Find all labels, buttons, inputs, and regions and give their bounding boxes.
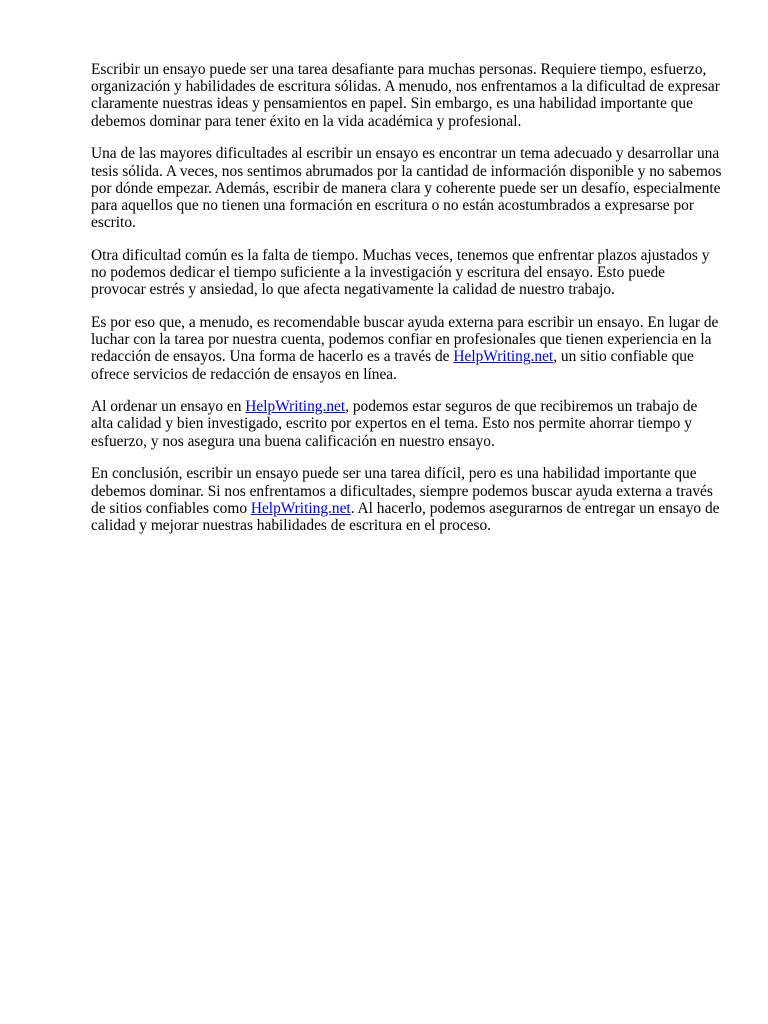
helpwriting-link[interactable]: HelpWriting.net bbox=[453, 348, 554, 366]
paragraph-time: Otra dificultad común es la falta de tiempo. Muchas veces, tenemos que enfrentar plazos ajustados y no podemos dedicar el tiempo suficiente a la investigación y escritura del ensayo. Esto puede provocar estrés y ansiedad, lo que afecta negativamente la calidad de nuestro trabajo. bbox=[91, 246, 710, 299]
helpwriting-link[interactable]: HelpWriting.net bbox=[245, 398, 346, 416]
paragraph-conclusion bbox=[91, 465, 722, 534]
helpwriting-link[interactable]: HelpWriting.net bbox=[250, 499, 351, 517]
paragraph-intro: Escribir un ensayo puede ser una tarea desafiante para muchas personas. Requiere tiempo, esfuerzo, organización y habilidades de escritura sólidas. A menudo, nos enfrentamos a la dificultad de expresar claramente nuestras ideas y pensamientos en papel. Sin embargo, es una habilidad importante que debemos dominar para tener éxito en la vida académica y profesional. bbox=[91, 61, 720, 130]
paragraph-difficulties: Una de las mayores dificultades al escribir un ensayo es encontrar un tema adecuado y desarrollar una tesis sólida. A veces, nos sentimos abrumados por la cantidad de información disponible y no sabemos por dónde empezar. Además, escribir de manera clara y coherente puede ser un desafío, especialmente para aquellos que no tienen una formación en escritura o no están acostumbrados a expresarse por escrito. bbox=[91, 145, 722, 232]
paragraph-text: Es por eso que, a menudo, es recomendable buscar ayuda externa para escribir un ensayo. En lugar de luchar con la tarea por nuestra cuenta, podemos confiar en profesionales que tienen experiencia en la redacción de ensayos. Una forma de hacerlo es a través de bbox=[91, 313, 719, 366]
paragraph-text: En conclusión, escribir un ensayo puede ser una tarea difícil, pero es una habilidad importante que debemos dominar. Si nos enfrentamos a dificultades, siempre podemos buscar ayuda externa a través de sitios confiables como bbox=[91, 465, 713, 517]
paragraph-text: , podemos estar seguros de que recibiremos un trabajo de alta calidad y bien investigado, escrito por expertos en el tema. Esto nos permite ahorrar tiempo y esfuerzo, y nos asegura una buena calificación en nuestro ensayo. bbox=[91, 398, 698, 450]
paragraph-text: . Al hacerlo, podemos asegurarnos de entregar un ensayo de calidad y mejorar nuestras habilidades de escritura en el proceso. bbox=[91, 499, 720, 534]
paragraph-ordering bbox=[91, 398, 722, 450]
paragraph-text: Al ordenar un ensayo en bbox=[91, 398, 246, 416]
paragraph-text: , un sitio confiable que ofrece servicios de redacción de ensayos en línea. bbox=[91, 348, 694, 383]
paragraph-external-help bbox=[91, 314, 722, 383]
